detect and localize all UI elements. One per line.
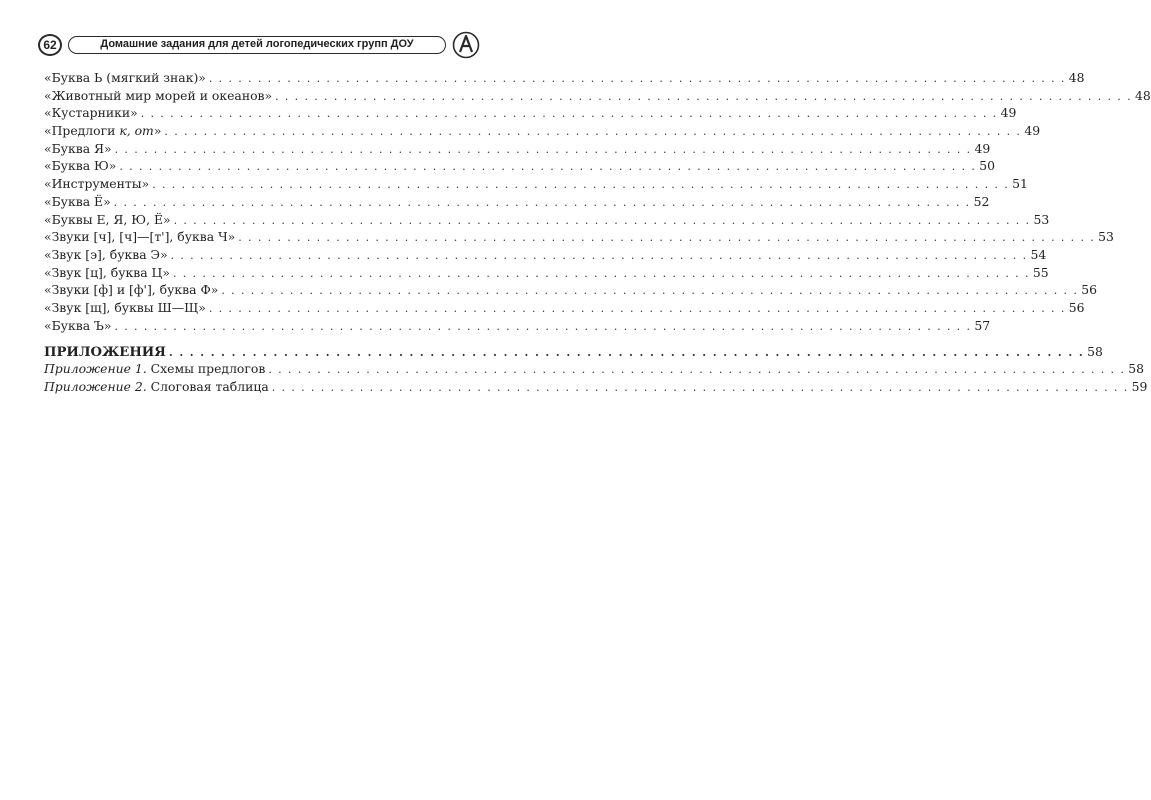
toc-dot-leader: . . . . . . . . . . . . . . . . . . . . . . . . . . . . . . . . . . . . . . . . . . . . . . . . . . . . . . . . . . . . . . . . . . . . . . . . . . . . . . . . . . . . . . . . xyxy=(114,319,972,333)
toc-entry-title xyxy=(44,282,221,297)
toc-title-fragment: «Буква Ъ» xyxy=(44,317,112,333)
toc-entry xyxy=(44,193,990,212)
toc-dot-leader: . . . . . . . . . . . . . . . . . . . . . . . . . . . . . . . . . . . . . . . . . . . . . . . . . . . . . . . . . . . . . . . . . . . . . . . . . . . . . . . . . . . . . . . . xyxy=(221,284,1079,298)
toc-entry xyxy=(44,123,1041,141)
toc-entry xyxy=(44,317,991,336)
toc-entry-title xyxy=(44,194,114,209)
toc-page-number: 48 xyxy=(1135,87,1151,103)
toc-dot-leader: . . . . . . . . . . . . . . . . . . . . . . . . . . . . . . . . . . . . . . . . . . . . . . . . . . . . . . . . . . . . . . . . . . . . . . . . . . . . . . . . . . . . . . . . xyxy=(208,72,1066,85)
toc-title-fragment: Приложение 2. xyxy=(44,379,147,394)
toc-entry xyxy=(44,158,996,176)
toc-entry xyxy=(44,299,1085,318)
toc-entry xyxy=(44,246,1047,265)
toc-page-number: 49 xyxy=(1000,105,1017,121)
toc-entry-title xyxy=(44,247,171,262)
toc-entry-title xyxy=(44,158,119,173)
toc-entry-title xyxy=(44,345,169,360)
toc-title-fragment: «Звуки [ч], [ч]—[т'], буква Ч» xyxy=(44,229,236,245)
toc-entry-title xyxy=(44,361,268,376)
toc-entry xyxy=(44,87,1151,106)
toc-dot-leader: . . . . . . . . . . . . . . . . . . . . . . . . . . . . . . . . . . . . . . . . . . . . . . . . . . . . . . . . . . . . . . . . . . . . . . . . . . . . . . . . . . . . . . . . xyxy=(119,160,977,174)
toc-entry-title xyxy=(44,176,152,191)
toc-entry-title xyxy=(44,229,238,244)
toc-page-number: 53 xyxy=(1033,211,1050,227)
toc-entry-title xyxy=(44,123,164,138)
toc-entry xyxy=(44,229,1114,247)
toc-dot-leader: . . . . . . . . . . . . . . . . . . . . . . . . . . . . . . . . . . . . . . . . . . . . . . . . . . . . . . . . . . . . . . . . . . . . . . . . . . . . . . . . . . . . . . . . xyxy=(268,363,1126,377)
publisher-logo-icon xyxy=(452,31,480,59)
toc-page-number: 49 xyxy=(1024,123,1041,139)
page-number-badge: 62 xyxy=(38,34,62,56)
toc-dot-leader: . . . . . . . . . . . . . . . . . . . . . . . . . . . . . . . . . . . . . . . . . . . . . . . . . . . . . . . . . . . . . . . . . . . . . . . . . . . . . . . . . . . . . . . . xyxy=(140,107,998,121)
toc-entry-title xyxy=(44,70,209,85)
running-header xyxy=(38,34,480,56)
toc-entry-title xyxy=(44,300,209,315)
toc-entry-title xyxy=(44,265,173,280)
toc-entry xyxy=(44,379,1148,397)
toc-entry-title xyxy=(44,318,114,333)
toc-entry xyxy=(44,70,1085,88)
toc-title-fragment: «Буква Ё» xyxy=(44,193,111,209)
toc-entry xyxy=(44,361,1145,379)
toc-page-number: 58 xyxy=(1128,361,1145,377)
toc-dot-leader: . . . . . . . . . . . . . . . . . . . . . . . . . . . . . . . . . . . . . . . . . . . . . . . . . . . . . . . . . . . . . . . . . . . . . . . . . . . . . . . . . . . . . . . . xyxy=(114,142,972,156)
toc-title-fragment: «Кустарники» xyxy=(44,105,138,121)
toc-title-fragment: «Предлоги xyxy=(44,123,120,139)
toc-page-number: 58 xyxy=(1087,344,1103,360)
toc-page-number: 51 xyxy=(1012,176,1028,192)
toc-dot-leader: . . . . . . . . . . . . . . . . . . . . . . . . . . . . . . . . . . . . . . . . . . . . . . . . . . . . . . . . . . . . . . . . . . . . . . . . . . . . . . . . . . . . . . . . xyxy=(170,248,1028,262)
toc-dot-leader: . . . . . . . . . . . . . . . . . . . . . . . . . . . . . . . . . . . . . . . . . . . . . . . . . . . . . . . . . . . . . . . . . . . . . . . . . . . . . . . . . . . . . . . . xyxy=(113,195,971,209)
toc-dot-leader: . . . . . . . . . . . . . . . . . . . . . . . . . . . . . . . . . . . . . . . . . . . . . . . . . . . . . . . . . . . . . . . . . . . . . . . . . . . . . . . . . . . . . . . . xyxy=(271,381,1129,394)
toc-title-fragment: Слоговая таблица xyxy=(146,379,269,394)
toc-page-number: 50 xyxy=(979,158,996,174)
toc-entry-title xyxy=(44,88,275,103)
toc-entry-title xyxy=(44,212,174,227)
toc-title-fragment: «Звук [э], буква Э» xyxy=(44,246,168,262)
toc-title-fragment: » xyxy=(153,123,162,139)
toc-dot-leader: . . . . . . . . . . . . . . . . . . . . . . . . . . . . . . . . . . . . . . . . . . . . . . . . . . . . . . . . . . . . . . . . . . . . . . . . . . . . . . . . . . . . . . . . xyxy=(173,213,1031,227)
toc-page-number: 52 xyxy=(973,193,990,209)
toc-dot-leader: . . . . . . . . . . . . . . . . . . . . . . . . . . . . . . . . . . . . . . . . . . . . . . . . . . . . . . . . . . . . . . . . . . . . . . . . . . . . . . . . . . . . . . . . xyxy=(275,89,1132,103)
toc-title-fragment: «Звук [ц], буква Ц» xyxy=(44,264,170,280)
running-header-title: Домашние задания для детей логопедических групп ДОУ xyxy=(68,36,446,54)
toc-entry xyxy=(44,105,1017,123)
toc-title-fragment: Приложение 1. xyxy=(44,361,147,377)
toc-dot-leader: . . . . . . . . . . . . . . . . . . . . . . . . . . . . . . . . . . . . . . . . . . . . . . . . . . . . . . . . . . . . . . . . . . . . . . . . . . . . . . . . . . . . . . . . xyxy=(238,231,1096,245)
toc-entry-title xyxy=(44,141,115,156)
toc-title-fragment: «Буква Я» xyxy=(44,140,112,156)
toc-title-fragment: «Буква Ь (мягкий знак)» xyxy=(44,70,206,85)
toc-title-fragment: ПРИЛОЖЕНИЯ xyxy=(44,345,166,361)
toc-dot-leader: . . . . . . . . . . . . . . . . . . . . . . . . . . . . . . . . . . . . . . . . . . . . . . . . . . . . . . . . . . . . . . . . . . . . . . . . . . . . . . . . . . . . . . . . xyxy=(168,346,1085,360)
toc-page-number: 48 xyxy=(1068,70,1085,85)
toc-page-number: 54 xyxy=(1030,246,1047,262)
toc-entry-title xyxy=(44,379,272,394)
toc-title-fragment: «Буквы Е, Я, Ю, Ё» xyxy=(44,211,171,227)
toc-dot-leader: . . . . . . . . . . . . . . . . . . . . . . . . . . . . . . . . . . . . . . . . . . . . . . . . . . . . . . . . . . . . . . . . . . . . . . . . . . . . . . . . . . . . . . . . xyxy=(172,266,1030,280)
toc-dot-leader: . . . . . . . . . . . . . . . . . . . . . . . . . . . . . . . . . . . . . . . . . . . . . . . . . . . . . . . . . . . . . . . . . . . . . . . . . . . . . . . . . . . . . . . . xyxy=(152,178,1010,192)
toc-title-fragment: к, от xyxy=(119,123,154,139)
toc-page-number: 59 xyxy=(1131,379,1148,394)
toc-page-number: 56 xyxy=(1081,282,1098,298)
table-of-contents xyxy=(44,70,1151,397)
toc-page-number: 55 xyxy=(1032,264,1049,280)
toc-entry xyxy=(44,264,1049,283)
toc-page-number: 53 xyxy=(1098,229,1114,245)
toc-title-fragment: «Звуки [ф] и [ф'], буква Ф» xyxy=(44,282,219,298)
toc-title-fragment: Схемы предлогов xyxy=(146,361,266,377)
toc-entry xyxy=(44,140,991,159)
toc-dot-leader: . . . . . . . . . . . . . . . . . . . . . . . . . . . . . . . . . . . . . . . . . . . . . . . . . . . . . . . . . . . . . . . . . . . . . . . . . . . . . . . . . . . . . . . . xyxy=(208,301,1066,315)
toc-entry xyxy=(44,282,1098,300)
toc-page-number: 49 xyxy=(974,140,991,156)
toc-entry xyxy=(44,211,1050,230)
toc-title-fragment: «Звук [щ], буквы Ш—Щ» xyxy=(44,299,206,315)
toc-page-number: 57 xyxy=(974,317,991,333)
toc-dot-leader: . . . . . . . . . . . . . . . . . . . . . . . . . . . . . . . . . . . . . . . . . . . . . . . . . . . . . . . . . . . . . . . . . . . . . . . . . . . . . . . . . . . . . . . . xyxy=(164,125,1022,139)
toc-title-fragment: «Животный мир морей и океанов» xyxy=(44,87,273,103)
toc-title-fragment: «Инструменты» xyxy=(44,176,150,192)
toc-entry xyxy=(44,176,1028,194)
toc-page-number: 56 xyxy=(1068,299,1085,315)
toc-entry-title xyxy=(44,105,141,120)
toc-title-fragment: «Буква Ю» xyxy=(44,158,117,174)
toc-section-row xyxy=(44,344,1103,361)
